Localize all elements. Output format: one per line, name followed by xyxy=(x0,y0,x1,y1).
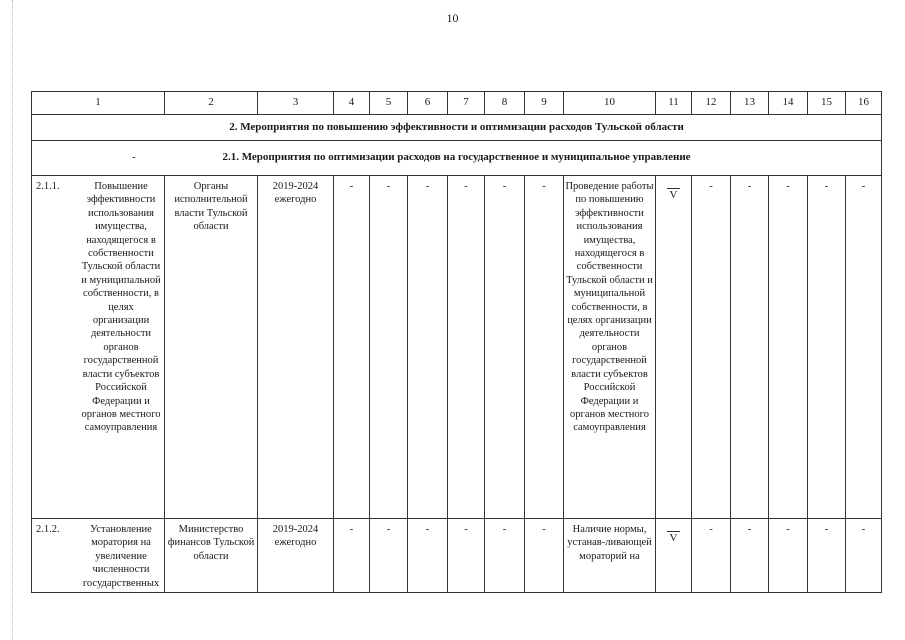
section-title: 2. Мероприятия по повышению эффективности и оптимизации расходов Тульской области xyxy=(32,115,882,141)
measure-cell xyxy=(32,176,165,519)
column-number: 11 xyxy=(656,92,692,115)
subsection-row xyxy=(32,141,882,176)
column-number: 2 xyxy=(165,92,258,115)
page-number: 10 xyxy=(446,11,459,25)
cell-value: - xyxy=(448,519,485,593)
cell-value: - xyxy=(408,176,448,519)
cell-value: - xyxy=(692,519,731,593)
column-number: 4 xyxy=(334,92,370,115)
period: 2019-2024 ежегодно xyxy=(258,519,334,593)
cell-value: - xyxy=(525,176,564,519)
cell-value: - xyxy=(769,176,808,519)
measure-name: Установление моратория на увеличение численности государственных xyxy=(82,524,160,589)
check-mark: V xyxy=(667,188,681,201)
column-number: 13 xyxy=(731,92,769,115)
column-number: 12 xyxy=(692,92,731,115)
cell-value: - xyxy=(808,519,846,593)
subsection-lead-dash: - xyxy=(132,151,136,164)
measures-table xyxy=(31,91,882,593)
subsection-title: 2.1. Мероприятия по оптимизации расходов на государственное и муниципальное управление xyxy=(222,151,691,164)
column-number: 1 xyxy=(32,92,165,115)
column-number-row xyxy=(32,92,882,115)
measure-code: 2.1.1. xyxy=(36,181,60,192)
table-row xyxy=(32,176,882,519)
check-cell xyxy=(656,519,692,593)
cell-value: - xyxy=(731,519,769,593)
check-mark: V xyxy=(667,531,681,544)
cell-value: - xyxy=(692,176,731,519)
cell-value: - xyxy=(769,519,808,593)
cell-value: - xyxy=(525,519,564,593)
expected-result: Проведение работы по повышению эффективности использования имущества, находящегося в собственности Тульской области и муниципальной собственности, в целях организации деятельности органов государственной власти субъектов Российской Федерации и органов местного самоуправления xyxy=(564,176,656,519)
cell-value: - xyxy=(448,176,485,519)
column-number: 9 xyxy=(525,92,564,115)
column-number: 10 xyxy=(564,92,656,115)
cell-value: - xyxy=(731,176,769,519)
subsection-cell xyxy=(32,141,882,176)
column-number: 15 xyxy=(808,92,846,115)
executor: Органы исполнительной власти Тульской области xyxy=(165,176,258,519)
margin-rule xyxy=(12,0,13,640)
cell-value: - xyxy=(370,176,408,519)
cell-value: - xyxy=(334,519,370,593)
measure-name: Повышение эффективности использования имущества, находящегося в собственности Тульской области и муниципальной собственности, в целях организации деятельности органов государственной власти субъектов Российской Федерации и органов местного самоуправления xyxy=(81,181,161,434)
column-number: 5 xyxy=(370,92,408,115)
measure-cell xyxy=(32,519,165,593)
executor: Министерство финансов Тульской области xyxy=(165,519,258,593)
expected-result: Наличие нормы, устанав-ливающей мораторий на xyxy=(564,519,656,593)
cell-value: - xyxy=(808,176,846,519)
column-number: 7 xyxy=(448,92,485,115)
period: 2019-2024 ежегодно xyxy=(258,176,334,519)
cell-value: - xyxy=(846,519,882,593)
cell-value: - xyxy=(485,519,525,593)
column-number: 3 xyxy=(258,92,334,115)
column-number: 14 xyxy=(769,92,808,115)
column-number: 8 xyxy=(485,92,525,115)
check-cell xyxy=(656,176,692,519)
cell-value: - xyxy=(370,519,408,593)
cell-value: - xyxy=(408,519,448,593)
column-number: 6 xyxy=(408,92,448,115)
table-row xyxy=(32,519,882,593)
column-number: 16 xyxy=(846,92,882,115)
cell-value: - xyxy=(485,176,525,519)
cell-value: - xyxy=(846,176,882,519)
measure-code: 2.1.2. xyxy=(36,524,60,535)
cell-value: - xyxy=(334,176,370,519)
section-row xyxy=(32,115,882,141)
